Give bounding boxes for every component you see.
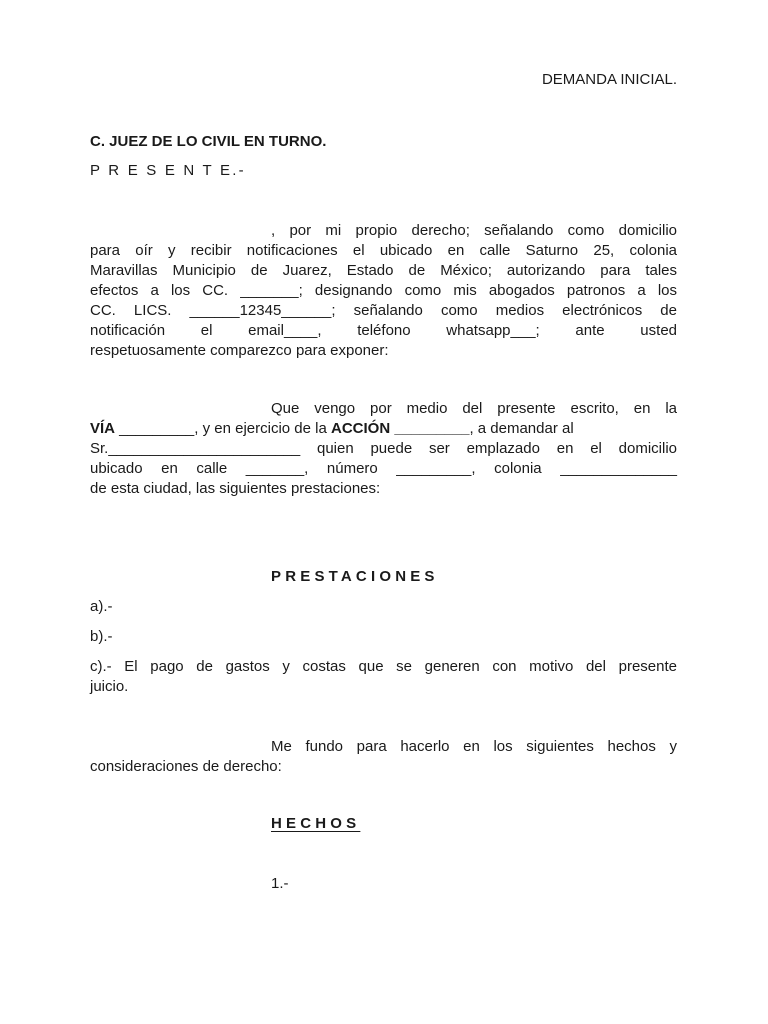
intro-paragraph [90, 221, 677, 361]
via-blank: _________, [115, 420, 199, 437]
intro-line: para oír y recibir notificaciones el ubicado en calle Saturno 25, colonia [90, 242, 677, 259]
fundamento-line: consideraciones de derecho: [90, 758, 282, 775]
claim-connector: y en ejercicio de la [198, 420, 327, 437]
intro-line: Maravillas Municipio de Juarez, Estado de México; autorizando para tales [90, 262, 677, 279]
via-label: VÍA [90, 420, 116, 437]
claim-line-via [90, 419, 677, 439]
intro-line: CC. LICS. ______12345______; señalando como medios electrónicos de [90, 302, 677, 319]
item-c-line: juicio. [90, 678, 129, 695]
intro-line: , por mi propio derecho; señalando como domicilio [271, 222, 677, 239]
item-c-line: c).- El pago de gastos y costas que se generen con motivo del presente [90, 658, 677, 675]
presente-line: P R E S E N T E.- [90, 162, 246, 179]
hechos-heading: HECHOS [271, 815, 361, 832]
intro-line: efectos a los CC. _______; designando como mis abogados patronos a los [90, 282, 677, 299]
intro-line: notificación el email____, teléfono whatsapp___; ante usted [90, 322, 677, 339]
fundamento-paragraph [90, 737, 677, 777]
claim-line: ubicado en calle _______, número _________, colonia ______________ [90, 460, 677, 477]
claim-line: Sr._______________________ quien puede ser emplazado en el domicilio [90, 440, 677, 457]
prestaciones-heading: PRESTACIONES [271, 568, 439, 585]
document-title: DEMANDA INICIAL. [541, 71, 677, 88]
judge-addressee: C. JUEZ DE LO CIVIL EN TURNO. [90, 133, 327, 150]
accion-label: ACCIÓN _________ [331, 420, 470, 437]
claim-paragraph [90, 399, 677, 499]
claim-line: Que vengo por medio del presente escrito, en la [271, 400, 677, 417]
fundamento-line: Me fundo para hacerlo en los siguientes hechos y [271, 738, 677, 755]
prestacion-item-a: a).- [90, 598, 113, 615]
claim-connector-end: , a demandar al [469, 420, 574, 437]
intro-line: respetuosamente comparezco para exponer: [90, 342, 389, 359]
hecho-item-1: 1.- [271, 875, 289, 892]
claim-line: de esta ciudad, las siguientes prestaciones: [90, 480, 381, 497]
prestacion-item-c [90, 657, 677, 697]
prestacion-item-b: b).- [90, 628, 113, 645]
